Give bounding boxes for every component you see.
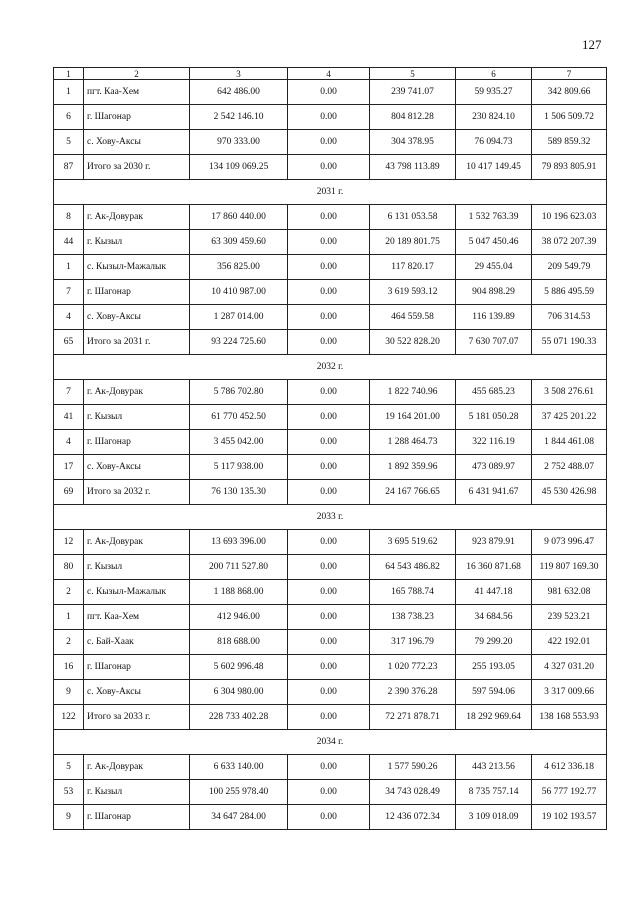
row-number-cell: 5 xyxy=(54,755,84,780)
row-number-cell: 12 xyxy=(54,530,84,555)
row-number-cell: 17 xyxy=(54,455,84,480)
row-number-cell: 53 xyxy=(54,780,84,805)
other-cell: 37 425 201.22 xyxy=(532,405,607,430)
municipal-cell: 473 089.97 xyxy=(456,455,532,480)
locality-cell: г. Кызыл xyxy=(84,780,190,805)
total-cost-cell: 818 688.00 xyxy=(190,630,288,655)
total-cost-cell: 3 455 042.00 xyxy=(190,430,288,455)
locality-cell: г. Шагонар xyxy=(84,105,190,130)
locality-cell: с. Хову-Аксы xyxy=(84,130,190,155)
municipal-cell: 7 630 707.07 xyxy=(456,330,532,355)
table-row xyxy=(54,280,607,305)
other-cell: 3 508 276.61 xyxy=(532,380,607,405)
other-cell: 38 072 207.39 xyxy=(532,230,607,255)
row-number-cell: 7 xyxy=(54,280,84,305)
row-number-cell: 1 xyxy=(54,255,84,280)
fund-cell: 0.00 xyxy=(288,155,370,180)
total-cost-cell: 6 633 140.00 xyxy=(190,755,288,780)
locality-cell: Итого за 2030 г. xyxy=(84,155,190,180)
total-cost-cell: 76 130 135.30 xyxy=(190,480,288,505)
regional-cell: 1 577 590.26 xyxy=(370,755,456,780)
regional-cell: 64 543 486.82 xyxy=(370,555,456,580)
fund-cell: 0.00 xyxy=(288,755,370,780)
total-cost-cell: 93 224 725.60 xyxy=(190,330,288,355)
fund-cell: 0.00 xyxy=(288,280,370,305)
total-cost-cell: 10 410 987.00 xyxy=(190,280,288,305)
table-row xyxy=(54,805,607,830)
municipal-cell: 3 109 018.09 xyxy=(456,805,532,830)
fund-cell: 0.00 xyxy=(288,130,370,155)
row-number-cell: 80 xyxy=(54,555,84,580)
fund-cell: 0.00 xyxy=(288,780,370,805)
fund-cell: 0.00 xyxy=(288,605,370,630)
fund-cell: 0.00 xyxy=(288,705,370,730)
table-row xyxy=(54,330,607,355)
header-cell: 3 xyxy=(190,68,288,80)
other-cell: 138 168 553.93 xyxy=(532,705,607,730)
other-cell: 422 192.01 xyxy=(532,630,607,655)
municipal-cell: 10 417 149.45 xyxy=(456,155,532,180)
locality-cell: г. Ак-Довурак xyxy=(84,380,190,405)
other-cell: 239 523.21 xyxy=(532,605,607,630)
row-number-cell: 8 xyxy=(54,205,84,230)
header-cell: 5 xyxy=(370,68,456,80)
other-cell: 5 886 495.59 xyxy=(532,280,607,305)
other-cell: 1 506 509.72 xyxy=(532,105,607,130)
fund-cell: 0.00 xyxy=(288,555,370,580)
locality-cell: г. Шагонар xyxy=(84,430,190,455)
regional-cell: 1 020 772.23 xyxy=(370,655,456,680)
total-cost-cell: 17 860 440.00 xyxy=(190,205,288,230)
total-cost-cell: 100 255 978.40 xyxy=(190,780,288,805)
data-table xyxy=(53,67,607,830)
row-number-cell: 16 xyxy=(54,655,84,680)
total-cost-cell: 134 109 069.25 xyxy=(190,155,288,180)
other-cell: 45 530 426.98 xyxy=(532,480,607,505)
fund-cell: 0.00 xyxy=(288,805,370,830)
regional-cell: 2 390 376.28 xyxy=(370,680,456,705)
total-cost-cell: 63 309 459.60 xyxy=(190,230,288,255)
table-row xyxy=(54,680,607,705)
regional-cell: 3 695 519.62 xyxy=(370,530,456,555)
year-label: 2033 г. xyxy=(54,505,607,530)
locality-cell: Итого за 2033 г. xyxy=(84,705,190,730)
row-number-cell: 1 xyxy=(54,80,84,105)
municipal-cell: 597 594.06 xyxy=(456,680,532,705)
locality-cell: с. Хову-Аксы xyxy=(84,680,190,705)
locality-cell: Итого за 2032 г. xyxy=(84,480,190,505)
fund-cell: 0.00 xyxy=(288,430,370,455)
row-number-cell: 7 xyxy=(54,380,84,405)
total-cost-cell: 5 117 938.00 xyxy=(190,455,288,480)
fund-cell: 0.00 xyxy=(288,80,370,105)
municipal-cell: 59 935.27 xyxy=(456,80,532,105)
municipal-cell: 322 116.19 xyxy=(456,430,532,455)
fund-cell: 0.00 xyxy=(288,580,370,605)
year-section-row xyxy=(54,180,607,205)
other-cell: 4 612 336.18 xyxy=(532,755,607,780)
locality-cell: с. Хову-Аксы xyxy=(84,455,190,480)
table-row xyxy=(54,580,607,605)
other-cell: 19 102 193.57 xyxy=(532,805,607,830)
table-row xyxy=(54,130,607,155)
locality-cell: г. Кызыл xyxy=(84,230,190,255)
row-number-cell: 4 xyxy=(54,305,84,330)
table-row xyxy=(54,380,607,405)
year-section-row xyxy=(54,730,607,755)
other-cell: 209 549.79 xyxy=(532,255,607,280)
regional-cell: 24 167 766.65 xyxy=(370,480,456,505)
total-cost-cell: 5 786 702.80 xyxy=(190,380,288,405)
other-cell: 4 327 031.20 xyxy=(532,655,607,680)
table-row xyxy=(54,105,607,130)
other-cell: 706 314.53 xyxy=(532,305,607,330)
total-cost-cell: 642 486.00 xyxy=(190,80,288,105)
municipal-cell: 8 735 757.14 xyxy=(456,780,532,805)
total-cost-cell: 1 188 868.00 xyxy=(190,580,288,605)
total-cost-cell: 970 333.00 xyxy=(190,130,288,155)
municipal-cell: 29 455.04 xyxy=(456,255,532,280)
municipal-cell: 6 431 941.67 xyxy=(456,480,532,505)
total-cost-cell: 412 946.00 xyxy=(190,605,288,630)
fund-cell: 0.00 xyxy=(288,655,370,680)
row-number-cell: 44 xyxy=(54,230,84,255)
page-number: 127 xyxy=(582,37,602,52)
locality-cell: г. Шагонар xyxy=(84,280,190,305)
header-cell: 2 xyxy=(84,68,190,80)
regional-cell: 43 798 113.89 xyxy=(370,155,456,180)
locality-cell: пгт. Каа-Хем xyxy=(84,605,190,630)
row-number-cell: 5 xyxy=(54,130,84,155)
total-cost-cell: 5 602 996.48 xyxy=(190,655,288,680)
table-row xyxy=(54,555,607,580)
row-number-cell: 41 xyxy=(54,405,84,430)
table-row xyxy=(54,480,607,505)
fund-cell: 0.00 xyxy=(288,305,370,330)
row-number-cell: 9 xyxy=(54,680,84,705)
regional-cell: 72 271 878.71 xyxy=(370,705,456,730)
row-number-cell: 6 xyxy=(54,105,84,130)
other-cell: 342 809.66 xyxy=(532,80,607,105)
regional-cell: 1 892 359.96 xyxy=(370,455,456,480)
other-cell: 10 196 623.03 xyxy=(532,205,607,230)
year-label: 2031 г. xyxy=(54,180,607,205)
other-cell: 981 632.08 xyxy=(532,580,607,605)
other-cell: 119 807 169.30 xyxy=(532,555,607,580)
fund-cell: 0.00 xyxy=(288,230,370,255)
fund-cell: 0.00 xyxy=(288,255,370,280)
municipal-cell: 255 193.05 xyxy=(456,655,532,680)
municipal-cell: 116 139.89 xyxy=(456,305,532,330)
regional-cell: 317 196.79 xyxy=(370,630,456,655)
row-number-cell: 2 xyxy=(54,630,84,655)
other-cell: 3 317 009.66 xyxy=(532,680,607,705)
fund-cell: 0.00 xyxy=(288,530,370,555)
locality-cell: г. Ак-Довурак xyxy=(84,530,190,555)
table-row xyxy=(54,605,607,630)
municipal-cell: 76 094.73 xyxy=(456,130,532,155)
table-row xyxy=(54,630,607,655)
total-cost-cell: 228 733 402.28 xyxy=(190,705,288,730)
table-row xyxy=(54,205,607,230)
municipal-cell: 5 181 050.28 xyxy=(456,405,532,430)
row-number-cell: 4 xyxy=(54,430,84,455)
row-number-cell: 69 xyxy=(54,480,84,505)
year-section-row xyxy=(54,505,607,530)
regional-cell: 138 738.23 xyxy=(370,605,456,630)
total-cost-cell: 34 647 284.00 xyxy=(190,805,288,830)
table-row xyxy=(54,780,607,805)
other-cell: 589 859.32 xyxy=(532,130,607,155)
locality-cell: г. Ак-Довурак xyxy=(84,205,190,230)
regional-cell: 30 522 828.20 xyxy=(370,330,456,355)
total-cost-cell: 2 542 146.10 xyxy=(190,105,288,130)
regional-cell: 117 820.17 xyxy=(370,255,456,280)
fund-cell: 0.00 xyxy=(288,405,370,430)
table-row xyxy=(54,230,607,255)
year-label: 2032 г. xyxy=(54,355,607,380)
municipal-cell: 230 824.10 xyxy=(456,105,532,130)
header-cell: 6 xyxy=(456,68,532,80)
fund-cell: 0.00 xyxy=(288,205,370,230)
regional-cell: 165 788.74 xyxy=(370,580,456,605)
total-cost-cell: 61 770 452.50 xyxy=(190,405,288,430)
locality-cell: с. Хову-Аксы xyxy=(84,305,190,330)
fund-cell: 0.00 xyxy=(288,680,370,705)
locality-cell: Итого за 2031 г. xyxy=(84,330,190,355)
fund-cell: 0.00 xyxy=(288,455,370,480)
regional-cell: 239 741.07 xyxy=(370,80,456,105)
header-cell: 1 xyxy=(54,68,84,80)
fund-cell: 0.00 xyxy=(288,630,370,655)
fund-cell: 0.00 xyxy=(288,480,370,505)
other-cell: 9 073 996.47 xyxy=(532,530,607,555)
fund-cell: 0.00 xyxy=(288,380,370,405)
row-number-cell: 1 xyxy=(54,605,84,630)
municipal-cell: 16 360 871.68 xyxy=(456,555,532,580)
regional-cell: 19 164 201.00 xyxy=(370,405,456,430)
municipal-cell: 455 685.23 xyxy=(456,380,532,405)
other-cell: 79 893 805.91 xyxy=(532,155,607,180)
row-number-cell: 9 xyxy=(54,805,84,830)
regional-cell: 34 743 028.49 xyxy=(370,780,456,805)
table-row xyxy=(54,305,607,330)
regional-cell: 304 378.95 xyxy=(370,130,456,155)
regional-cell: 464 559.58 xyxy=(370,305,456,330)
locality-cell: с. Кызыл-Мажалык xyxy=(84,255,190,280)
regional-cell: 20 189 801.75 xyxy=(370,230,456,255)
other-cell: 56 777 192.77 xyxy=(532,780,607,805)
regional-cell: 12 436 072.34 xyxy=(370,805,456,830)
municipal-cell: 18 292 969.64 xyxy=(456,705,532,730)
row-number-cell: 2 xyxy=(54,580,84,605)
row-number-cell: 122 xyxy=(54,705,84,730)
regional-cell: 804 812.28 xyxy=(370,105,456,130)
table-row xyxy=(54,405,607,430)
locality-cell: г. Шагонар xyxy=(84,655,190,680)
locality-cell: пгт. Каа-Хем xyxy=(84,80,190,105)
table-header-row xyxy=(54,68,607,80)
regional-cell: 1 288 464.73 xyxy=(370,430,456,455)
year-label: 2034 г. xyxy=(54,730,607,755)
year-section-row xyxy=(54,355,607,380)
total-cost-cell: 356 825.00 xyxy=(190,255,288,280)
header-cell: 7 xyxy=(532,68,607,80)
other-cell: 1 844 461.08 xyxy=(532,430,607,455)
other-cell: 2 752 488.07 xyxy=(532,455,607,480)
total-cost-cell: 200 711 527.80 xyxy=(190,555,288,580)
locality-cell: г. Кызыл xyxy=(84,405,190,430)
municipal-cell: 41 447.18 xyxy=(456,580,532,605)
municipal-cell: 5 047 450.46 xyxy=(456,230,532,255)
municipal-cell: 443 213.56 xyxy=(456,755,532,780)
table-row xyxy=(54,155,607,180)
locality-cell: г. Ак-Довурак xyxy=(84,755,190,780)
table-row xyxy=(54,530,607,555)
municipal-cell: 34 684.56 xyxy=(456,605,532,630)
table-row xyxy=(54,455,607,480)
table-body xyxy=(54,68,607,830)
table-row xyxy=(54,655,607,680)
locality-cell: г. Шагонар xyxy=(84,805,190,830)
table-row xyxy=(54,255,607,280)
row-number-cell: 87 xyxy=(54,155,84,180)
locality-cell: с. Бай-Хаак xyxy=(84,630,190,655)
total-cost-cell: 13 693 396.00 xyxy=(190,530,288,555)
fund-cell: 0.00 xyxy=(288,105,370,130)
municipal-cell: 79 299.20 xyxy=(456,630,532,655)
table-row xyxy=(54,430,607,455)
locality-cell: г. Кызыл xyxy=(84,555,190,580)
municipal-cell: 1 532 763.39 xyxy=(456,205,532,230)
header-cell: 4 xyxy=(288,68,370,80)
table-row xyxy=(54,755,607,780)
other-cell: 55 071 190.33 xyxy=(532,330,607,355)
fund-cell: 0.00 xyxy=(288,330,370,355)
row-number-cell: 65 xyxy=(54,330,84,355)
table-row xyxy=(54,80,607,105)
regional-cell: 3 619 593.12 xyxy=(370,280,456,305)
regional-cell: 1 822 740.96 xyxy=(370,380,456,405)
total-cost-cell: 6 304 980.00 xyxy=(190,680,288,705)
municipal-cell: 904 898.29 xyxy=(456,280,532,305)
total-cost-cell: 1 287 014.00 xyxy=(190,305,288,330)
municipal-cell: 923 879.91 xyxy=(456,530,532,555)
regional-cell: 6 131 053.58 xyxy=(370,205,456,230)
locality-cell: с. Кызыл-Мажалык xyxy=(84,580,190,605)
table-row xyxy=(54,705,607,730)
